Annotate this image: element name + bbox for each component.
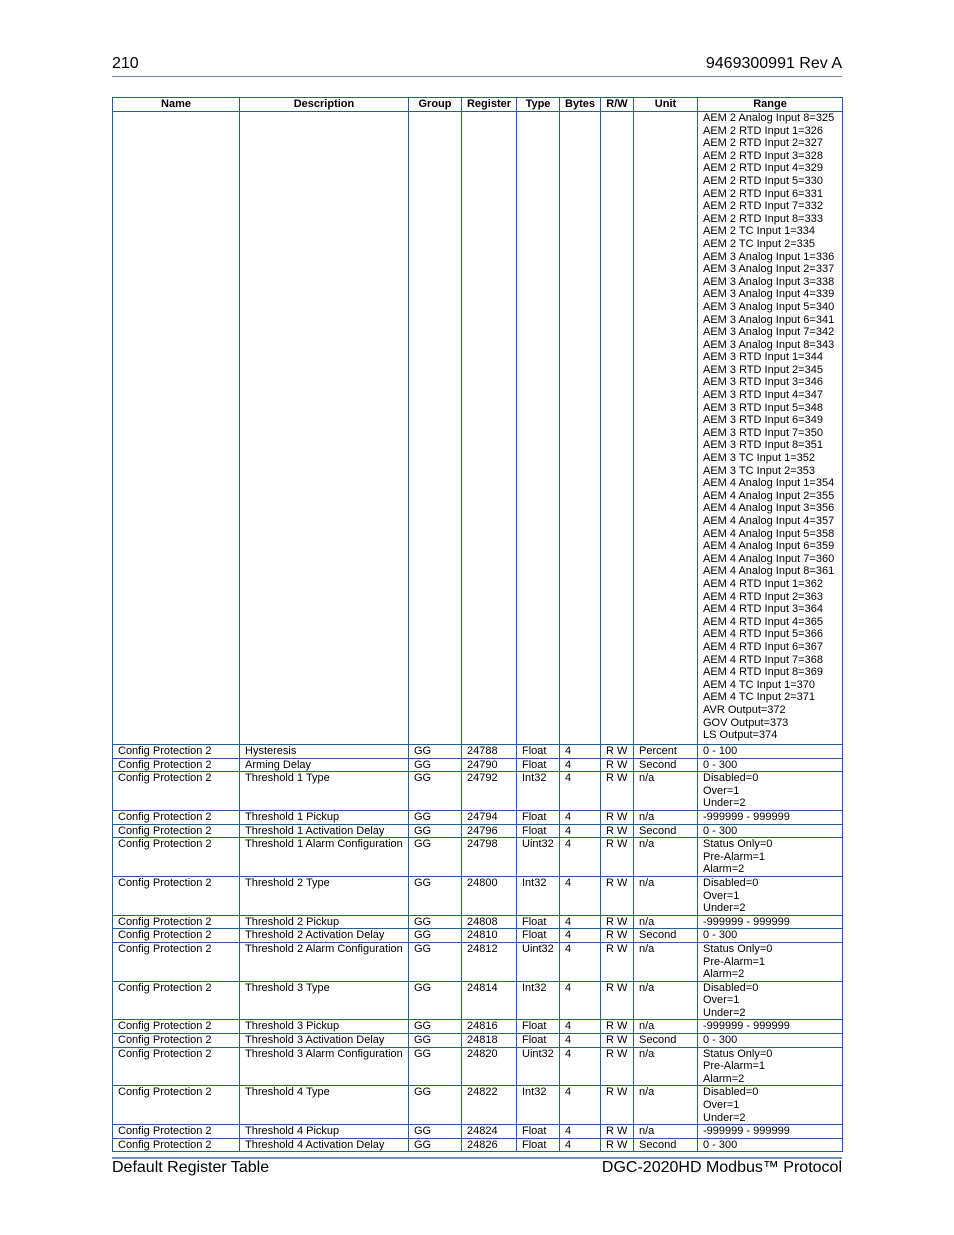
range-option: AEM 3 RTD Input 6=349 xyxy=(703,414,823,427)
cell-name: Config Protection 2 xyxy=(113,1020,240,1034)
cell-description: Arming Delay xyxy=(240,758,409,772)
range-option: AEM 3 Analog Input 8=343 xyxy=(703,338,835,351)
cell-unit: n/a xyxy=(634,1086,698,1125)
cell-type: Float xyxy=(517,824,560,838)
range-option: 0 - 300 xyxy=(703,758,738,771)
cell-rw: R W xyxy=(601,876,634,915)
cell-rw: R W xyxy=(601,1125,634,1139)
cell-bytes: 4 xyxy=(560,1034,601,1048)
cell-name: Config Protection 2 xyxy=(113,810,240,824)
range-option: AEM 4 TC Input 1=370 xyxy=(703,678,816,691)
cell-type: Float xyxy=(517,758,560,772)
range-option: 0 - 300 xyxy=(703,1138,738,1151)
cell-description: Threshold 1 Alarm Configuration xyxy=(240,838,409,877)
cell-range xyxy=(698,1125,843,1139)
col-header-range: Range xyxy=(698,98,843,112)
cell-description: Threshold 2 Type xyxy=(240,876,409,915)
cell-range xyxy=(698,772,843,811)
cell-rw: R W xyxy=(601,745,634,759)
cell-register: 24812 xyxy=(462,942,517,981)
range-option: AEM 2 Analog Input 8=325 xyxy=(703,112,835,124)
cell-bytes: 4 xyxy=(560,810,601,824)
cell-bytes: 4 xyxy=(560,824,601,838)
cell-rw: R W xyxy=(601,929,634,943)
cell-group: GG xyxy=(409,772,462,811)
cell-range xyxy=(698,1086,843,1125)
range-option: AEM 2 TC Input 1=334 xyxy=(703,225,816,238)
range-option: AEM 2 RTD Input 8=333 xyxy=(703,212,823,225)
cell-register: 24800 xyxy=(462,876,517,915)
cell-range xyxy=(698,824,843,838)
cell-group: GG xyxy=(409,745,462,759)
cell-register: 24826 xyxy=(462,1138,517,1152)
cell-name: Config Protection 2 xyxy=(113,876,240,915)
cell-name: Config Protection 2 xyxy=(113,745,240,759)
cell-name: Config Protection 2 xyxy=(113,758,240,772)
range-option: AVR Output=372 xyxy=(703,703,786,716)
cell-unit: n/a xyxy=(634,876,698,915)
range-option: AEM 4 Analog Input 6=359 xyxy=(703,540,835,553)
range-option: Disabled=0 xyxy=(703,981,759,994)
table-row xyxy=(113,981,843,1020)
table-header-row xyxy=(113,98,843,112)
cell-name: Config Protection 2 xyxy=(113,942,240,981)
cell-rw: R W xyxy=(601,772,634,811)
range-option: AEM 4 RTD Input 2=363 xyxy=(703,590,823,603)
range-option: AEM 4 RTD Input 7=368 xyxy=(703,653,823,666)
cell-register: 24820 xyxy=(462,1047,517,1086)
cell-description: Threshold 3 Pickup xyxy=(240,1020,409,1034)
cell-unit: n/a xyxy=(634,1020,698,1034)
range-option: AEM 4 Analog Input 1=354 xyxy=(703,477,835,490)
cell-name: Config Protection 2 xyxy=(113,1138,240,1152)
cell-type: Int32 xyxy=(517,876,560,915)
cell-description: Threshold 1 Pickup xyxy=(240,810,409,824)
col-header-bytes: Bytes xyxy=(560,98,601,112)
cell-bytes: 4 xyxy=(560,1138,601,1152)
cell-rw: R W xyxy=(601,1086,634,1125)
range-option: AEM 3 Analog Input 2=337 xyxy=(703,263,835,276)
cell-group: GG xyxy=(409,942,462,981)
cell-group: GG xyxy=(409,1047,462,1086)
cell-range xyxy=(698,929,843,943)
range-option: AEM 4 Analog Input 5=358 xyxy=(703,527,835,540)
cell-group: GG xyxy=(409,1138,462,1152)
range-option: GOV Output=373 xyxy=(703,716,789,729)
cell-range xyxy=(698,758,843,772)
cell-rw: R W xyxy=(601,838,634,877)
cell-name: Config Protection 2 xyxy=(113,1125,240,1139)
range-option: AEM 3 Analog Input 1=336 xyxy=(703,250,835,263)
range-option: Over=1 xyxy=(703,784,740,797)
cell-bytes: 4 xyxy=(560,942,601,981)
range-option: 0 - 300 xyxy=(703,929,738,942)
table-row xyxy=(113,772,843,811)
cell-unit: n/a xyxy=(634,981,698,1020)
cell-name: Config Protection 2 xyxy=(113,772,240,811)
table-row xyxy=(113,758,843,772)
range-option: Over=1 xyxy=(703,1099,740,1112)
range-option: Pre-Alarm=1 xyxy=(703,955,766,968)
range-option: -999999 - 999999 xyxy=(703,915,790,928)
cell-name: Config Protection 2 xyxy=(113,838,240,877)
range-option: AEM 4 Analog Input 2=355 xyxy=(703,489,835,502)
cell-register: 24790 xyxy=(462,758,517,772)
col-header-group: Group xyxy=(409,98,462,112)
cell-description: Threshold 3 Alarm Configuration xyxy=(240,1047,409,1086)
range-option: Over=1 xyxy=(703,889,740,902)
cell-description: Hysteresis xyxy=(240,745,409,759)
cell-register: 24788 xyxy=(462,745,517,759)
col-header-unit: Unit xyxy=(634,98,698,112)
cell-range xyxy=(698,1047,843,1086)
cell-range xyxy=(698,915,843,929)
range-option: 0 - 100 xyxy=(703,745,738,757)
col-header-register: Register xyxy=(462,98,517,112)
range-option: AEM 2 RTD Input 1=326 xyxy=(703,124,823,137)
cell-description: Threshold 3 Type xyxy=(240,981,409,1020)
page-number: 210 xyxy=(112,55,139,72)
cell-range xyxy=(698,810,843,824)
table-row xyxy=(113,1034,843,1048)
cell-rw: R W xyxy=(601,1047,634,1086)
cell-group: GG xyxy=(409,1034,462,1048)
range-option: AEM 3 TC Input 2=353 xyxy=(703,464,816,477)
cell-unit: n/a xyxy=(634,1047,698,1086)
table-row xyxy=(113,929,843,943)
cell-rw: R W xyxy=(601,942,634,981)
cell-register: 24810 xyxy=(462,929,517,943)
range-option: AEM 3 RTD Input 5=348 xyxy=(703,401,823,414)
cell-unit: n/a xyxy=(634,942,698,981)
col-header-type: Type xyxy=(517,98,560,112)
col-header-name: Name xyxy=(113,98,240,112)
cell-rw: R W xyxy=(601,1138,634,1152)
range-option: -999999 - 999999 xyxy=(703,1125,790,1138)
cell-type: Float xyxy=(517,1138,560,1152)
cell-range xyxy=(698,981,843,1020)
range-option: AEM 3 Analog Input 3=338 xyxy=(703,275,835,288)
range-option: AEM 4 Analog Input 8=361 xyxy=(703,565,835,578)
table-row xyxy=(113,876,843,915)
cell-name: Config Protection 2 xyxy=(113,915,240,929)
cell-group: GG xyxy=(409,915,462,929)
cell-bytes: 4 xyxy=(560,758,601,772)
cell-type: Int32 xyxy=(517,1086,560,1125)
cell-group: GG xyxy=(409,1125,462,1139)
table-row xyxy=(113,1086,843,1125)
range-option: AEM 4 Analog Input 3=356 xyxy=(703,502,835,515)
col-header-rw: R/W xyxy=(601,98,634,112)
table-row xyxy=(113,810,843,824)
cell-unit: Second xyxy=(634,758,698,772)
range-option: Under=2 xyxy=(703,1111,746,1124)
cell-type: Float xyxy=(517,1034,560,1048)
range-option: Status Only=0 xyxy=(703,942,773,955)
cell-group: GG xyxy=(409,838,462,877)
continuation-row xyxy=(113,112,843,745)
table-row xyxy=(113,1138,843,1152)
range-option: Over=1 xyxy=(703,994,740,1007)
cell-unit: Second xyxy=(634,1034,698,1048)
range-option: AEM 4 RTD Input 5=366 xyxy=(703,628,823,641)
cell-unit: n/a xyxy=(634,838,698,877)
cell-unit: n/a xyxy=(634,810,698,824)
cell-type: Float xyxy=(517,1125,560,1139)
cell-description: Threshold 4 Type xyxy=(240,1086,409,1125)
range-option: 0 - 300 xyxy=(703,1034,738,1047)
table-row xyxy=(113,1047,843,1086)
range-option: Pre-Alarm=1 xyxy=(703,1060,766,1073)
range-option: AEM 2 RTD Input 3=328 xyxy=(703,149,823,162)
cell-rw: R W xyxy=(601,758,634,772)
range-option: AEM 3 TC Input 1=352 xyxy=(703,452,816,465)
range-option: AEM 2 RTD Input 5=330 xyxy=(703,174,823,187)
range-option: AEM 2 RTD Input 2=327 xyxy=(703,137,823,150)
cell-group: GG xyxy=(409,876,462,915)
cell-name: Config Protection 2 xyxy=(113,981,240,1020)
range-option: AEM 4 Analog Input 4=357 xyxy=(703,515,835,527)
cell-range xyxy=(698,1020,843,1034)
range-option: Status Only=0 xyxy=(703,838,773,851)
range-option: Disabled=0 xyxy=(703,1086,759,1099)
range-option: Status Only=0 xyxy=(703,1047,773,1060)
range-option: AEM 3 RTD Input 4=347 xyxy=(703,389,823,402)
cell-register: 24816 xyxy=(462,1020,517,1034)
cell-description: Threshold 4 Pickup xyxy=(240,1125,409,1139)
cell-name: Config Protection 2 xyxy=(113,1047,240,1086)
range-option: AEM 4 RTD Input 3=364 xyxy=(703,603,823,616)
cell-bytes: 4 xyxy=(560,838,601,877)
cell-unit: Second xyxy=(634,1138,698,1152)
cell-group: GG xyxy=(409,1020,462,1034)
range-option: Disabled=0 xyxy=(703,876,759,889)
range-option: AEM 2 RTD Input 6=331 xyxy=(703,187,823,200)
table-row xyxy=(113,1020,843,1034)
cell-rw: R W xyxy=(601,915,634,929)
table-row xyxy=(113,838,843,877)
cell-rw: R W xyxy=(601,981,634,1020)
cell-name: Config Protection 2 xyxy=(113,1086,240,1125)
range-option: Alarm=2 xyxy=(703,863,745,876)
cell-bytes: 4 xyxy=(560,1086,601,1125)
cell-unit: n/a xyxy=(634,1125,698,1139)
cell-register: 24796 xyxy=(462,824,517,838)
cell-bytes: 4 xyxy=(560,1047,601,1086)
cell-unit: n/a xyxy=(634,772,698,811)
cell-type: Int32 xyxy=(517,981,560,1020)
document-id: 9469300991 Rev A xyxy=(705,55,842,72)
cell-bytes: 4 xyxy=(560,915,601,929)
cell-register: 24798 xyxy=(462,838,517,877)
range-option: Pre-Alarm=1 xyxy=(703,850,766,863)
range-option: AEM 4 RTD Input 6=367 xyxy=(703,640,823,653)
cell-range xyxy=(698,745,843,759)
cell-type: Uint32 xyxy=(517,1047,560,1086)
cell-register: 24818 xyxy=(462,1034,517,1048)
cell-bytes: 4 xyxy=(560,1020,601,1034)
cell-type: Float xyxy=(517,810,560,824)
cell-range xyxy=(698,1138,843,1152)
cell-bytes: 4 xyxy=(560,745,601,759)
range-option: AEM 3 Analog Input 6=341 xyxy=(703,313,835,326)
cell-description: Threshold 4 Activation Delay xyxy=(240,1138,409,1152)
table-row xyxy=(113,942,843,981)
cell-type: Float xyxy=(517,1020,560,1034)
cell-range xyxy=(698,942,843,981)
cell-bytes: 4 xyxy=(560,929,601,943)
range-option: AEM 4 Analog Input 7=360 xyxy=(703,552,835,565)
cell-register: 24824 xyxy=(462,1125,517,1139)
cell-unit: Second xyxy=(634,824,698,838)
range-option: Alarm=2 xyxy=(703,968,745,981)
table-row xyxy=(113,824,843,838)
cell-bytes: 4 xyxy=(560,981,601,1020)
range-option: AEM 3 RTD Input 1=344 xyxy=(703,351,823,364)
range-option: AEM 3 RTD Input 7=350 xyxy=(703,426,823,439)
range-option: AEM 3 Analog Input 7=342 xyxy=(703,326,835,339)
cell-bytes: 4 xyxy=(560,772,601,811)
cell-description: Threshold 1 Type xyxy=(240,772,409,811)
range-option: Under=2 xyxy=(703,797,746,810)
cell-group: GG xyxy=(409,758,462,772)
cell-unit: Second xyxy=(634,929,698,943)
cell-group: GG xyxy=(409,981,462,1020)
register-table xyxy=(112,97,843,1152)
range-option: LS Output=374 xyxy=(703,729,778,742)
range-option: AEM 4 RTD Input 1=362 xyxy=(703,577,823,590)
range-option: -999999 - 999999 xyxy=(703,810,790,823)
range-option: AEM 4 TC Input 2=371 xyxy=(703,691,816,704)
cell-rw: R W xyxy=(601,824,634,838)
range-option: AEM 2 RTD Input 4=329 xyxy=(703,162,823,175)
cell-type: Float xyxy=(517,929,560,943)
cell-register: 24808 xyxy=(462,915,517,929)
cell-rw: R W xyxy=(601,810,634,824)
cell-type: Uint32 xyxy=(517,942,560,981)
continuation-range-cell xyxy=(698,112,843,745)
table-row xyxy=(113,745,843,759)
cell-description: Threshold 2 Activation Delay xyxy=(240,929,409,943)
cell-description: Threshold 2 Alarm Configuration xyxy=(240,942,409,981)
range-option: Under=2 xyxy=(703,902,746,915)
cell-range xyxy=(698,1034,843,1048)
footer-section-title: Default Register Table xyxy=(112,1159,270,1176)
table-row xyxy=(113,915,843,929)
cell-range xyxy=(698,838,843,877)
cell-description: Threshold 3 Activation Delay xyxy=(240,1034,409,1048)
cell-description: Threshold 1 Activation Delay xyxy=(240,824,409,838)
cell-register: 24792 xyxy=(462,772,517,811)
cell-rw: R W xyxy=(601,1034,634,1048)
range-option: Under=2 xyxy=(703,1006,746,1019)
range-option: Disabled=0 xyxy=(703,772,759,785)
range-option: AEM 3 RTD Input 8=351 xyxy=(703,439,823,452)
range-option: -999999 - 999999 xyxy=(703,1020,790,1033)
range-option: AEM 3 RTD Input 2=345 xyxy=(703,363,823,376)
cell-group: GG xyxy=(409,810,462,824)
range-option: AEM 3 RTD Input 3=346 xyxy=(703,376,823,389)
cell-type: Uint32 xyxy=(517,838,560,877)
cell-rw: R W xyxy=(601,1020,634,1034)
cell-register: 24822 xyxy=(462,1086,517,1125)
cell-name: Config Protection 2 xyxy=(113,824,240,838)
cell-register: 24794 xyxy=(462,810,517,824)
cell-group: GG xyxy=(409,824,462,838)
header-rule xyxy=(112,76,842,77)
cell-name: Config Protection 2 xyxy=(113,929,240,943)
cell-type: Int32 xyxy=(517,772,560,811)
cell-description: Threshold 2 Pickup xyxy=(240,915,409,929)
cell-unit: n/a xyxy=(634,915,698,929)
range-option: AEM 4 RTD Input 4=365 xyxy=(703,615,823,628)
range-option: AEM 3 Analog Input 4=339 xyxy=(703,288,835,301)
col-header-description: Description xyxy=(240,98,409,112)
range-option: AEM 2 RTD Input 7=332 xyxy=(703,200,823,213)
cell-group: GG xyxy=(409,929,462,943)
cell-name: Config Protection 2 xyxy=(113,1034,240,1048)
range-option: AEM 4 RTD Input 8=369 xyxy=(703,666,823,679)
footer-document-title: DGC-2020HD Modbus™ Protocol xyxy=(601,1159,842,1176)
cell-bytes: 4 xyxy=(560,1125,601,1139)
cell-unit: Percent xyxy=(634,745,698,759)
range-option: Alarm=2 xyxy=(703,1072,745,1085)
cell-type: Float xyxy=(517,745,560,759)
range-option: AEM 3 Analog Input 5=340 xyxy=(703,300,835,313)
cell-bytes: 4 xyxy=(560,876,601,915)
range-option: 0 - 300 xyxy=(703,824,738,837)
cell-range xyxy=(698,876,843,915)
range-option: AEM 2 TC Input 2=335 xyxy=(703,237,816,250)
table-row xyxy=(113,1125,843,1139)
cell-group: GG xyxy=(409,1086,462,1125)
cell-type: Float xyxy=(517,915,560,929)
cell-register: 24814 xyxy=(462,981,517,1020)
